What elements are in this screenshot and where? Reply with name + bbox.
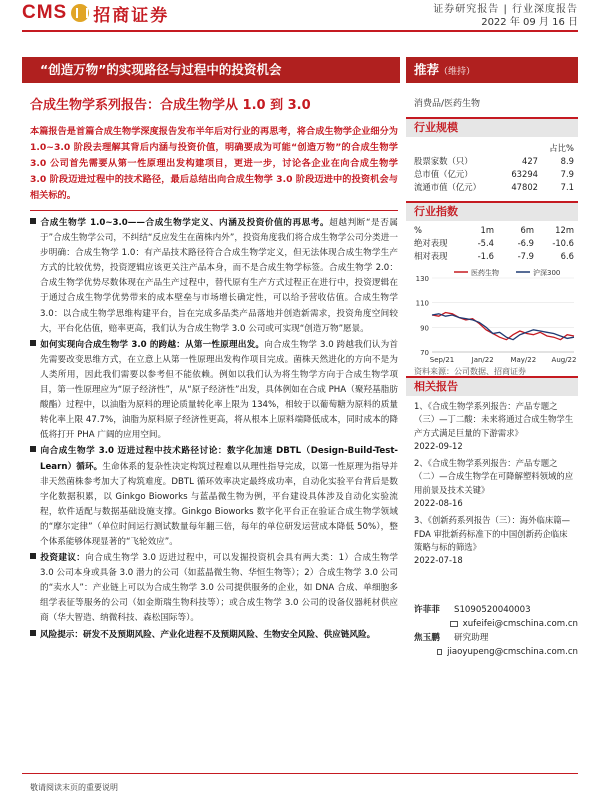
- x-tick-label: May/22: [510, 356, 537, 364]
- table-row: 总市值（亿元） 63294 7.9: [414, 169, 574, 179]
- header-divider: [22, 30, 578, 32]
- related-reports: [414, 400, 574, 572]
- bullet-icon: [30, 553, 36, 559]
- analyst-name: 焦玉鹏: [414, 633, 440, 643]
- x-tick-label: Aug/22: [551, 356, 577, 364]
- analyst-cert: S1090520040003: [454, 605, 531, 615]
- table-row: 绝对表现 -5.4 -6.9 -10.6: [414, 238, 574, 248]
- analyst-email-row[interactable]: [414, 645, 578, 659]
- paragraph-text: 超越判断“是否属于”合成生物学公司，不纠结“反应发生在菌株内外”，投资角度我们将合成生物学公司分类进一步明确：合成生物学 1.0：有产品技术路径符合合成生物学定义，但无法体现合成生物学生产方式的比较优势，投资逻辑应该更关注产品本身，而不是合成生物学标签。合成生物学 2.0：合成生物学优势尽数体现在产品生产过程中，替代原有生产方式过程正在进行中，投资逻辑在于通过合成生物学优势带来的成本壁垒与市场增长确定性，可以给予营收估值。合成生物学 3.0：以合成生物学思维构建平台，旨在完成多品类产品落地并创造新需求，投资角度空间较大，平台化估值，赔率更高，我们认为合成生物学 3.0 公司或可实现“创造万物”愿景。: [40, 218, 398, 334]
- x-tick-label: Jan/22: [471, 356, 494, 364]
- table-row: 流通市值（亿元） 47802 7.1: [414, 182, 574, 192]
- table-row: % 1m 6m 12m: [414, 225, 574, 235]
- table-row: 股票家数（只） 427 8.9: [414, 156, 574, 166]
- report-title: 合成生物学系列报告：合成生物学从 1.0 到 3.0: [30, 98, 311, 113]
- analyst-email[interactable]: jiaoyupeng@cmschina.com.cn: [447, 647, 578, 657]
- table-row: 相对表现 -1.6 -7.9 6.6: [414, 251, 574, 261]
- mail-icon: [437, 649, 442, 655]
- logo-cn-text: 招商证券: [93, 5, 170, 26]
- logo-mark-icon: [71, 4, 89, 22]
- rating-label: 推荐: [414, 62, 440, 77]
- scale-table: [414, 142, 574, 194]
- table-header: 占比%: [549, 143, 574, 153]
- legend-label: 沪深300: [533, 269, 561, 277]
- topic-banner: “创造万物”的实现路径与过程中的投资机会: [22, 57, 400, 83]
- series-line: [432, 313, 574, 340]
- body-paragraph: [30, 628, 398, 643]
- y-tick-label: 90: [420, 324, 429, 333]
- analyst-row: [414, 603, 578, 617]
- related-report-date: 2022-07-18: [414, 555, 463, 566]
- x-tick-label: Sep/21: [429, 356, 455, 364]
- bullet-icon: [30, 218, 36, 224]
- index-table: [414, 224, 574, 263]
- paragraph-lead: 向合成生物学 3.0 迈进过程中技术路径讨论：数字化加速 DBTL（Design-Build-Test-Learn）循环。: [40, 446, 398, 472]
- report-summary: 本篇报告是首篇合成生物学深度报告发布半年后对行业的再思考，将合成生物学企业细分为 1.0~3.0 阶段去理解其背后内涵与投资价值，明确要成为可能“创造万物”的合成生物学 3.0 公司首先需要从第一性原理出发构建项目，更进一步，讨论各企业在向合成生物学 3.0 阶段迈进过程中的技术路径，最后总结出向合成生物学 3.0 阶段迈进中的投资机会与相关标的。: [30, 126, 398, 201]
- bullet-icon: [30, 340, 36, 346]
- body-paragraph: [30, 216, 398, 337]
- index-chart: [410, 266, 578, 366]
- paragraph-lead: 投资建议：: [40, 553, 86, 564]
- related-report-date: 2022-08-16: [414, 498, 463, 509]
- analyst-email[interactable]: xufeifei@cmschina.com.cn: [462, 619, 578, 629]
- related-report-item[interactable]: 1、《合成生物学系列报告：产品专题之（三）—丁二酸：未来将通过合成生物学生产方式满足巨量的下游需求》 2022-09-12: [414, 400, 574, 453]
- report-header: [0, 0, 600, 46]
- paragraph-text: 向合成生物学 3.0 跨越我们认为首先需要改变思维方式，在立意上从第一性原理出发构作项目完成。菌株天然进化的方向不是为人类所用，因此我们需要以参考但不能依赖。例如以我们认为将生物学方向于合成生物学项目，第一性原理应为“原子经济性”，从“原子经济性”出发，具体例如在合成 PHA（聚羟基脂肪酸酯）过程中，以油脂为原料的理论质量转化率上限为 134%，相较于以葡萄糖为原料的质量转化率上限 47.7%，油脂为原料原子经济性更高，将从根本上原料端降低成本，同时成本的降低将打开 PHA 广阔的应用空间。: [40, 339, 398, 441]
- summary-divider: [30, 210, 398, 211]
- paragraph-text: 生命体系的复杂性决定构筑过程难以从理性指导完成，以第一性原理为指导并非天然菌株参考加大了构筑难度。DBTL 循环效率决定最终成功率，自动化实验平台背后是数字化数据积累，以 Ginkgo Bioworks 与蓝晶微生物为例，平台建设具体涉及自动化实验流程，软件适配与数据基础设施支撑。Ginkgo Bioworks 数字化平台正在验证合成生物学领域的“摩尔定律”（单位时间运行测试数量每年翻三倍，每年的单位研发运营成本降低 50%），整个体系能够体现显著的“飞轮效应”。: [40, 461, 398, 547]
- y-tick-label: 130: [415, 275, 429, 283]
- related-report-item[interactable]: 3、《创新药系列报告（三）：海外临床篇—FDA 审批新药标准下的中国创新药企临床策略与标的筛选》 2022-07-18: [414, 514, 574, 567]
- related-report-item[interactable]: 2、《合成生物学系列报告：产品专题之（二）—合成生物学在可降解塑料领域的应用前景及技术关键》 2022-08-16: [414, 457, 574, 510]
- y-tick-label: 110: [415, 299, 429, 308]
- section-related: 相关报告: [406, 376, 578, 396]
- section-scale: 行业规模: [406, 117, 578, 137]
- legend-label: 医药生物: [471, 269, 499, 277]
- body-paragraph: [30, 551, 398, 626]
- rating-sub: （维持）: [439, 67, 476, 77]
- series-line: [432, 314, 574, 340]
- doc-type: 证券研究报告 | 行业深度报告: [433, 4, 578, 15]
- footer-note: 敬请阅读末页的重要说明: [30, 783, 118, 792]
- body-paragraph: [30, 444, 398, 550]
- logo-cms-text: CMS: [22, 2, 68, 23]
- paragraph-lead: 如何实现向合成生物学 3.0 的跨越：从第一性原理出发。: [40, 339, 265, 350]
- table-row: [414, 142, 574, 155]
- footer-divider: [22, 773, 578, 774]
- bullet-icon: [30, 630, 36, 636]
- analyst-email-row[interactable]: [414, 617, 578, 631]
- paragraph-text: 向合成生物学 3.0 迈进过程中，可以发掘投资机会具有两大类：1）合成生物学 3.0 公司本身或具备 3.0 潜力的公司（如蓝晶微生物、华恒生物等）；2）合成生物学 3.0 公司的“卖水人”：产业链上可以为合成生物学 3.0 公司提供服务的企业，如 DNA 合成、单细胞多组学表征等服务的公司（如金斯瑞生物科技等）；或合成生物学 3.0 公司的设备仪器耗材供应商（华大智造、纳微科技、森松国际等）。: [40, 553, 398, 624]
- bullet-icon: [30, 446, 36, 452]
- analyst-block: [414, 603, 578, 659]
- paragraph-lead: 风险提示：: [40, 629, 83, 640]
- analyst-row: [414, 631, 578, 645]
- report-date: 2022 年 09 月 16 日: [481, 17, 578, 28]
- rating-box: [406, 57, 578, 83]
- analyst-role: 研究助理: [454, 633, 489, 643]
- analyst-name: 许菲菲: [414, 605, 440, 615]
- y-tick-label: 70: [420, 349, 429, 357]
- mail-icon: [450, 621, 457, 627]
- cms-logo: [22, 2, 169, 24]
- related-report-date: 2022-09-12: [414, 440, 463, 451]
- industry-label: 消费品/医药生物: [414, 99, 481, 109]
- report-body: [30, 216, 398, 644]
- chart-source: 资料来源：公司数据、招商证券: [414, 367, 526, 376]
- section-index: 行业指数: [406, 201, 578, 221]
- paragraph-text: 研发不及预期风险、产业化进程不及预期风险、生物安全风险、供应链风险。: [82, 629, 376, 640]
- paragraph-lead: 合成生物学 1.0~3.0——合成生物学定义、内涵及投资价值的再思考。: [40, 218, 330, 228]
- body-paragraph: [30, 338, 398, 444]
